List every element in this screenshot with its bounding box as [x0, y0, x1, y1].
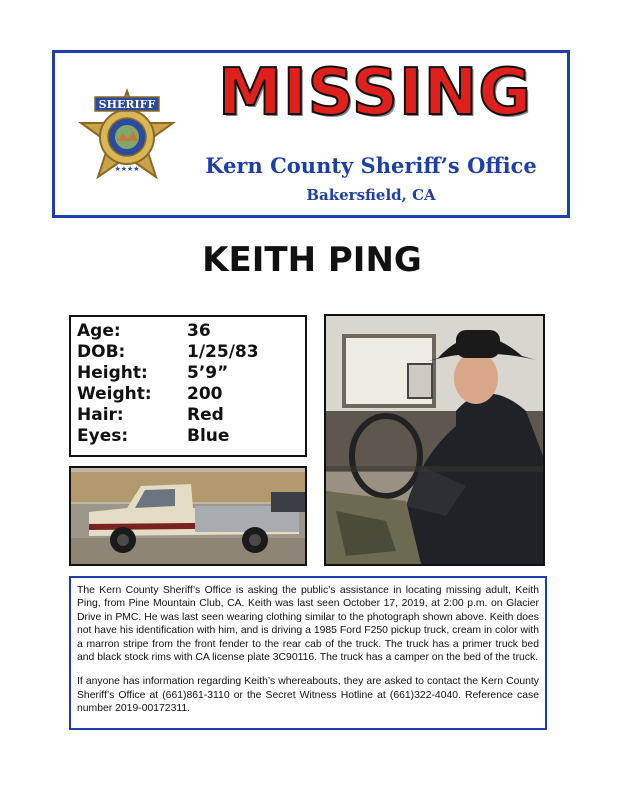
stat-label: Weight: [77, 384, 152, 404]
agency-city: Bakersfield, CA [306, 186, 436, 204]
stat-row-weight [77, 384, 299, 405]
stat-row-hair [77, 405, 299, 426]
description-paragraph-details: The Kern County Sheriff’s Office is asking the public’s assistance in locating missing adult, Keith Ping, from Pine Mountain Club, CA. Keith was last seen October 17, 2019, at 2:00 p.m. on Glacier Drive in PMC. He was last seen wearing clothing similar to the photograph shown above. Keith does not have his identification with him, and is driving a 1985 Ford F250 pickup truck, cream in color with a marron stripe from the front fender to the rear cab of the truck. The truck has a primer truck bed and black stock rims with CA license plate 3C90116. The truck has a camper on the bed of the truck. [77, 585, 539, 664]
svg-text:SHERIFF: SHERIFF [98, 98, 156, 111]
stat-value: 1/25/83 [187, 342, 259, 362]
missing-person-name: KEITH PING [202, 240, 422, 280]
stat-label: Age: [77, 321, 121, 341]
svg-text:★★★★: ★★★★ [114, 165, 140, 173]
header-panel [52, 50, 570, 218]
stat-label: Hair: [77, 405, 124, 425]
description-paragraph-contact: If anyone has information regarding Keith’s whereabouts, they are asked to contact the Kern County Sheriff’s Office at (661)861-3110 or the Secret Witness Hotline at (661)322-4040. Reference case number 2019-00172311. [77, 676, 539, 715]
stat-row-height [77, 363, 299, 384]
stat-label: DOB: [77, 342, 126, 362]
stat-label: Eyes: [77, 426, 129, 446]
stat-row-dob [77, 342, 299, 363]
stat-row-age [77, 321, 299, 342]
sheriff-badge-logo [73, 87, 181, 197]
stat-value: 36 [187, 321, 211, 341]
stat-value: Blue [187, 426, 230, 446]
person-photo [324, 314, 545, 566]
stat-label: Height: [77, 363, 148, 383]
vehicle-photo [69, 466, 307, 566]
stat-value: 200 [187, 384, 223, 404]
stat-value: 5’9” [187, 363, 229, 383]
missing-title: MISSING [218, 56, 532, 130]
description-panel [69, 576, 547, 730]
stats-panel [69, 315, 307, 457]
stat-row-eyes [77, 426, 299, 447]
agency-name: Kern County Sheriff’s Office [205, 153, 537, 178]
stat-value: Red [187, 405, 224, 425]
